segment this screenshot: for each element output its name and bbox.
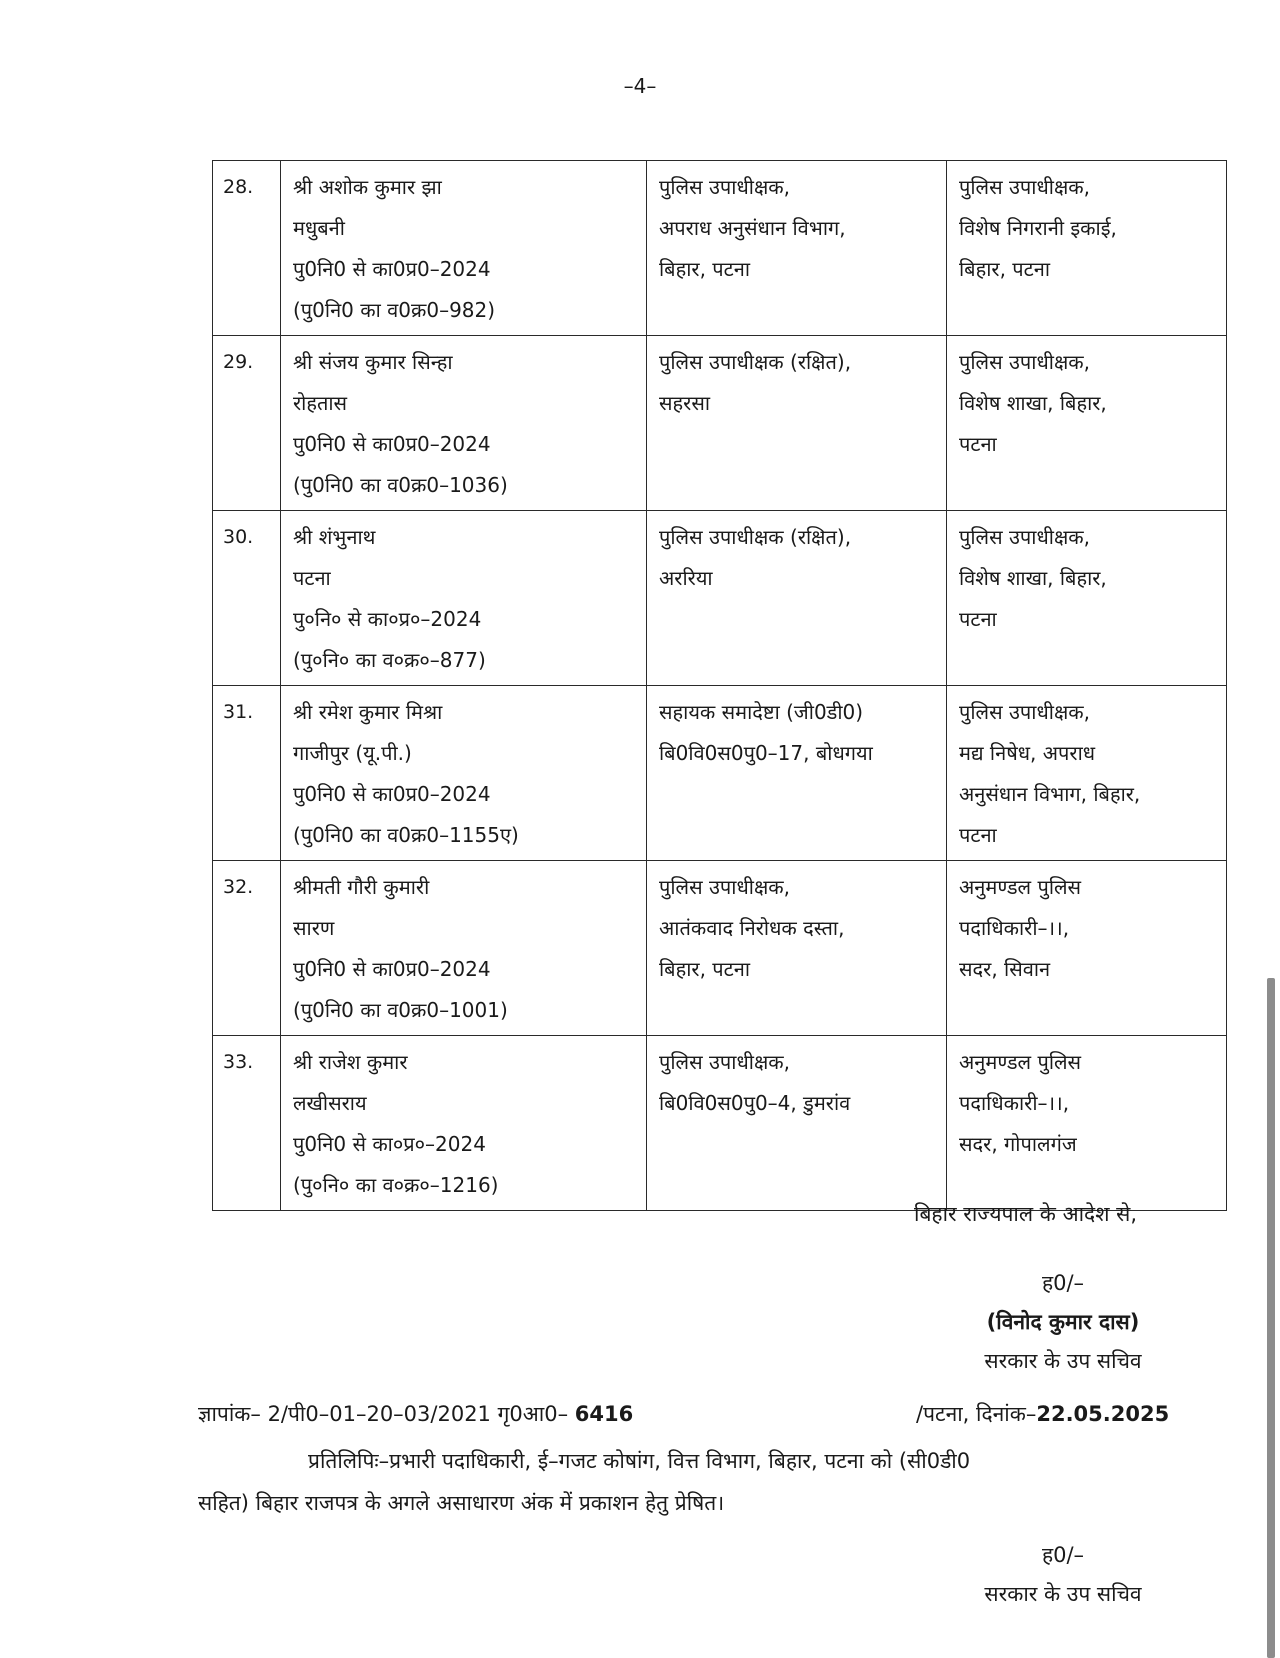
scrollbar[interactable]: [1267, 978, 1275, 1658]
current-posting-line: आतंकवाद निरोधक दस्ता,: [659, 916, 845, 940]
promotion-batch: पु0नि0 से का0प्र0–2024: [293, 432, 491, 456]
seniority-number: (पु0नि0 का व0क्र0–1036): [293, 473, 508, 497]
signatory-designation: सरकार के उप सचिव: [984, 1349, 1142, 1373]
officer-name: श्री रमेश कुमार मिश्रा: [293, 700, 443, 724]
sno-cell: [213, 161, 281, 336]
seniority-number: (पु०नि० का व०क्र०–877): [293, 648, 486, 672]
new-posting-line: पुलिस उपाधीक्षक,: [959, 700, 1091, 724]
person-cell: [281, 511, 647, 686]
current-posting-line: पुलिस उपाधीक्षक,: [659, 875, 791, 899]
new-posting-line: पदाधिकारी–।।,: [959, 916, 1070, 940]
copy-forwarding-text: [198, 1440, 1218, 1524]
promotion-batch: पु0नि0 से का0प्र0–2024: [293, 257, 491, 281]
current-cell: [647, 511, 947, 686]
new-posting-line: अनुसंधान विभाग, बिहार,: [959, 782, 1141, 806]
new-cell: [947, 336, 1227, 511]
memo-signatory-designation: सरकार के उप सचिव: [984, 1582, 1142, 1606]
table-body: [213, 161, 1227, 1211]
table-row: [213, 336, 1227, 511]
new-posting-line: पुलिस उपाधीक्षक,: [959, 350, 1091, 374]
signatory-name: (विनोद कुमार दास): [986, 1310, 1140, 1334]
new-posting-line: पदाधिकारी–।।,: [959, 1091, 1070, 1115]
memo-number-label: ज्ञापांक– 2/पी0–01–20–03/2021 गृ0आ0–: [198, 1402, 569, 1426]
serial-number: 31.: [223, 701, 254, 723]
current-posting-line: सहरसा: [659, 391, 711, 415]
current-posting-line: बि0वि0स0पु0–4, डुमरांव: [659, 1091, 851, 1115]
new-posting-line: सदर, सिवान: [959, 957, 1051, 981]
home-district: पटना: [293, 566, 331, 590]
current-posting-line: पुलिस उपाधीक्षक,: [659, 175, 791, 199]
serial-number: 32.: [223, 876, 254, 898]
new-posting-line: पटना: [959, 607, 997, 631]
new-cell: [947, 161, 1227, 336]
signature-mark: ह0/–: [1041, 1271, 1085, 1295]
officer-name: श्री अशोक कुमार झा: [293, 175, 442, 199]
table-row: [213, 1036, 1227, 1211]
memo-line: [198, 1400, 1218, 1428]
new-posting-line: विशेष शाखा, बिहार,: [959, 391, 1107, 415]
new-cell: [947, 511, 1227, 686]
new-posting-line: विशेष निगरानी इकाई,: [959, 216, 1117, 240]
seniority-number: (पु0नि0 का व0क्र0–982): [293, 298, 496, 322]
person-cell: [281, 861, 647, 1036]
table-row: [213, 511, 1227, 686]
new-posting-line: पुलिस उपाधीक्षक,: [959, 175, 1091, 199]
signature-block: [948, 1264, 1178, 1381]
current-cell: [647, 1036, 947, 1211]
home-district: लखीसराय: [293, 1091, 367, 1115]
copy-line-2: सहित) बिहार राजपत्र के अगले असाधारण अंक में प्रकाशन हेतु प्रेषित।: [198, 1491, 725, 1515]
new-posting-line: अनुमण्डल पुलिस: [959, 1050, 1082, 1074]
table-row: [213, 686, 1227, 861]
person-cell: [281, 336, 647, 511]
home-district: मधुबनी: [293, 216, 345, 240]
current-posting-line: अपराध अनुसंधान विभाग,: [659, 216, 846, 240]
memo-signature-block: [948, 1536, 1178, 1614]
home-district: रोहतास: [293, 391, 348, 415]
current-posting-line: बि0वि0स0पु0–17, बोधगया: [659, 741, 873, 765]
sno-cell: [213, 511, 281, 686]
transfer-order-table: [212, 160, 1227, 1211]
page-number: –4–: [623, 74, 657, 98]
officer-name: श्रीमती गौरी कुमारी: [293, 875, 430, 899]
new-posting-line: बिहार, पटना: [959, 257, 1051, 281]
current-posting-line: अररिया: [659, 566, 713, 590]
current-posting-line: बिहार, पटना: [659, 257, 751, 281]
new-posting-line: सदर, गोपालगंज: [959, 1132, 1077, 1156]
table-row: [213, 861, 1227, 1036]
current-posting-line: पुलिस उपाधीक्षक,: [659, 1050, 791, 1074]
serial-number: 33.: [223, 1051, 254, 1073]
memo-number-value: 6416: [574, 1402, 634, 1426]
table-row: [213, 161, 1227, 336]
serial-number: 30.: [223, 526, 254, 548]
home-district: सारण: [293, 916, 335, 940]
new-posting-line: मद्य निषेध, अपराध: [959, 741, 1096, 765]
memo-date: [916, 1400, 1169, 1428]
person-cell: [281, 1036, 647, 1211]
new-cell: [947, 686, 1227, 861]
sno-cell: [213, 1036, 281, 1211]
new-cell: [947, 1036, 1227, 1211]
current-posting-line: सहायक समादेष्टा (जी0डी0): [659, 700, 864, 724]
seniority-number: (पु0नि0 का व0क्र0–1001): [293, 998, 508, 1022]
governor-order-line: बिहार राज्यपाल के आदेश से,: [914, 1202, 1138, 1226]
seniority-number: (पु०नि० का व०क्र०–1216): [293, 1173, 499, 1197]
promotion-batch: पु0नि0 से का०प्र०–2024: [293, 1132, 486, 1156]
sno-cell: [213, 861, 281, 1036]
officer-name: श्री संजय कुमार सिन्हा: [293, 350, 453, 374]
current-posting-line: पुलिस उपाधीक्षक (रक्षित),: [659, 525, 852, 549]
new-posting-line: पटना: [959, 823, 997, 847]
copy-line-1: प्रतिलिपिः–प्रभारी पदाधिकारी, ई–गजट कोषांग, वित्त विभाग, बिहार, पटना को (सी0डी0: [308, 1449, 971, 1473]
new-posting-line: पुलिस उपाधीक्षक,: [959, 525, 1091, 549]
current-cell: [647, 161, 947, 336]
home-district: गाजीपुर (यू.पी.): [293, 741, 412, 765]
memo-date-label: /पटना, दिनांक–: [916, 1402, 1037, 1426]
new-posting-line: पटना: [959, 432, 997, 456]
sno-cell: [213, 336, 281, 511]
person-cell: [281, 161, 647, 336]
sno-cell: [213, 686, 281, 861]
promotion-batch: पु0नि0 से का0प्र0–2024: [293, 957, 491, 981]
person-cell: [281, 686, 647, 861]
current-cell: [647, 686, 947, 861]
current-cell: [647, 861, 947, 1036]
promotion-batch: पु०नि० से का०प्र०–2024: [293, 607, 482, 631]
memo-signature-mark: ह0/–: [1041, 1543, 1085, 1567]
new-posting-line: विशेष शाखा, बिहार,: [959, 566, 1107, 590]
new-posting-line: अनुमण्डल पुलिस: [959, 875, 1082, 899]
officer-name: श्री राजेश कुमार: [293, 1050, 408, 1074]
new-cell: [947, 861, 1227, 1036]
serial-number: 29.: [223, 351, 254, 373]
promotion-batch: पु0नि0 से का0प्र0–2024: [293, 782, 491, 806]
seniority-number: (पु0नि0 का व0क्र0–1155ए): [293, 823, 519, 847]
current-posting-line: पुलिस उपाधीक्षक (रक्षित),: [659, 350, 852, 374]
serial-number: 28.: [223, 176, 254, 198]
current-posting-line: बिहार, पटना: [659, 957, 751, 981]
officer-name: श्री शंभुनाथ: [293, 525, 376, 549]
memo-date-value: 22.05.2025: [1036, 1402, 1170, 1426]
current-cell: [647, 336, 947, 511]
